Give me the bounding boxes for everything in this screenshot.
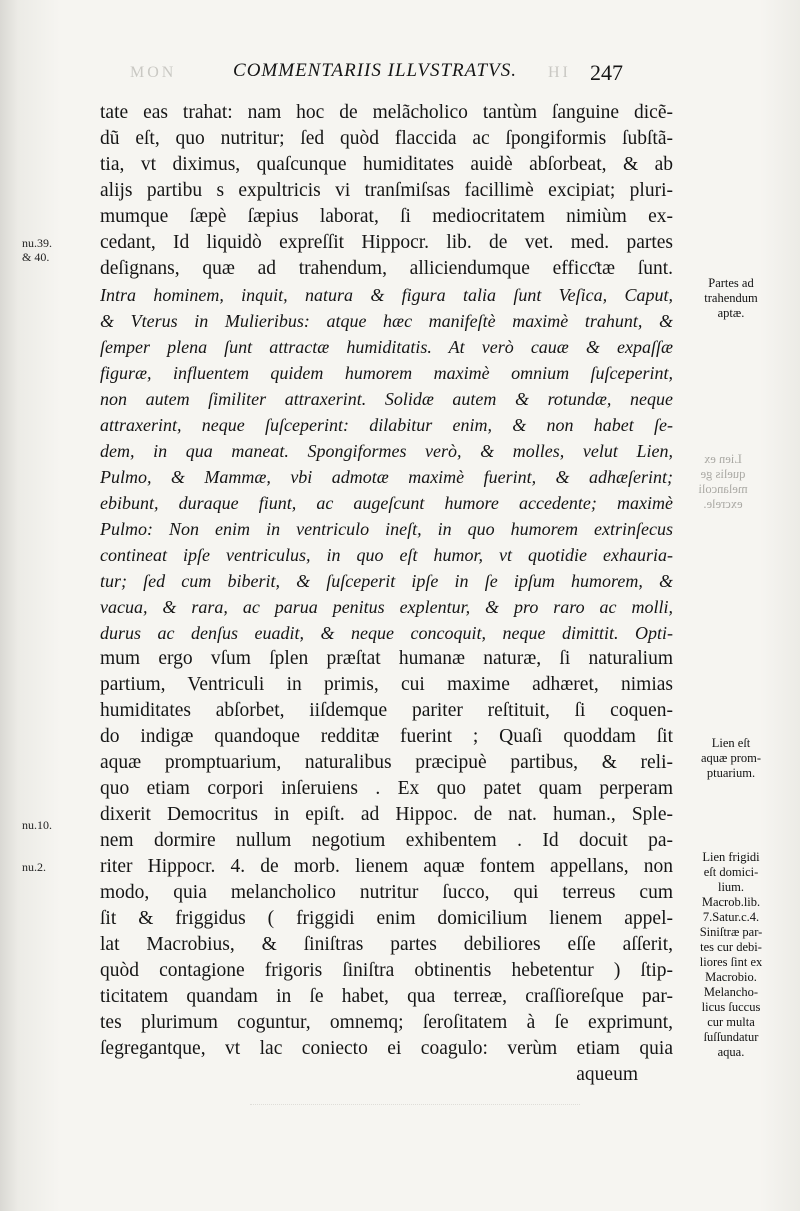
- text-line: alijs partibu s expultricis vi tranſmiſsas facillimè excipiat; pluri-: [100, 180, 673, 201]
- bleed-through-text: [678, 452, 768, 512]
- right-margin-note-line: aptæ.: [717, 306, 745, 320]
- text-line: aquæ promptuarium, naturalibus præcipuè partibus, & reli-: [100, 752, 673, 773]
- text-line: vacua, & rara, ac parua penitus explentur, & pro raro ac molli,: [100, 597, 673, 617]
- text-line: tur; ſed cum biberit, & ſuſceperit ipſe in ſe ipſum humorem, &: [100, 571, 673, 591]
- bleed-through-line: excrele.: [703, 497, 743, 511]
- right-margin-note-line: Lien eſt: [711, 736, 751, 750]
- right-margin-note-promptuarium: [683, 736, 779, 781]
- right-margin-note-line: licus ſuccus: [701, 1000, 761, 1014]
- right-margin-note-line: Melancho-: [703, 985, 759, 999]
- text-line: mumque ſæpè ſæpius laborat, ſi mediocritatem nimiùm ex-: [100, 206, 673, 227]
- bleed-through-header-left: MON: [130, 64, 177, 81]
- left-margin-note-3: [22, 860, 82, 874]
- text-line: non autem ſimiliter attraxerint. Solidæ autem & rotundæ, neque: [100, 389, 673, 409]
- text-line: mum ergo vſum ſplen præſtat humanæ naturæ, ſi naturalium: [100, 648, 673, 669]
- text-line: dũ eſt, quo nutritur; ſed quòd flaccida ac ſpongiformis ſubſtã-: [100, 128, 673, 149]
- text-line: & Vterus in Mulieribus: atque hæc manifeſtè maximè trahunt, &: [100, 311, 673, 331]
- text-line: ſemper plena ſunt attractæ humiditatis. At verò cauæ & expaſſæ: [100, 337, 673, 357]
- text-line: Intra hominem, inquit, natura & figura talia ſunt Veſica, Caput,: [100, 285, 673, 305]
- bleed-through-line: melancoli: [698, 482, 748, 496]
- left-margin-note-line: & 40.: [22, 250, 50, 264]
- right-margin-note-line: cur multa: [707, 1015, 755, 1029]
- right-margin-note-lien-frigidi: [683, 850, 779, 1060]
- right-margin-note-line: 7.Satur.c.4.: [702, 910, 760, 924]
- right-margin-note-line: Lien frigidi: [702, 850, 760, 864]
- text-line: dixerit Democritus in epiſt. ad Hippoc. de nat. human., Sple-: [100, 804, 673, 825]
- right-margin-note-line: ſuſſundatur: [703, 1030, 759, 1044]
- left-margin-note-line: nu.10.: [22, 818, 52, 832]
- text-line: tes plurimum coguntur, omnemq; ſeroſitatem à ſe exprimunt,: [100, 1012, 673, 1033]
- text-line: ſegregantque, vt lac coniecto ei coagulo: verùm etiam quia: [100, 1038, 673, 1059]
- right-margin-note-line: trahendum: [704, 291, 758, 305]
- text-line: cedant, Id liquidò expreſſit Hippocr. lib. de vet. med. partes: [100, 232, 673, 253]
- text-line: lat Macrobius, & ſiniſtras partes debiliores eſſe aſſerit,: [100, 934, 673, 955]
- running-header: COMMENTARIIS ILLVSTRATVS.: [233, 60, 517, 81]
- right-margin-note-line: tes cur debi-: [700, 940, 762, 954]
- text-line: riter Hippocr. 4. de morb. lienem aquæ fontem appellans, non: [100, 856, 673, 877]
- text-line: tate eas trahat: nam hoc de melãcholico tantùm ſanguine dicẽ-: [100, 102, 673, 123]
- right-margin-note-line: eſt domici-: [703, 865, 759, 879]
- text-line: humiditates abſorbet, iiſdemque pariter reſtituit, ſi coquen-: [100, 700, 673, 721]
- bleed-through-line: quelis ge: [700, 467, 746, 481]
- main-text-block: [100, 100, 673, 1088]
- right-margin-note-partes: [683, 276, 779, 321]
- left-margin-note-line: nu.39.: [22, 236, 52, 250]
- text-line: quòd contagione frigoris ſiniſtra obtinentis hebetentur ) ſtip-: [100, 960, 673, 981]
- right-margin-note-line: Macrobio.: [705, 970, 757, 984]
- text-line: contineat ipſe ventriculus, in quo eſt humor, vt quotidie exhauria-: [100, 545, 673, 565]
- right-margin-note-line: aquæ prom-: [700, 751, 762, 765]
- right-margin-note-line: Siniſtræ par-: [699, 925, 763, 939]
- text-line: partium, Ventriculi in primis, cui maxime adhæret, nimias: [100, 674, 673, 695]
- text-line: nem dormire nullum negotium exhibentem . Id docuit pa-: [100, 830, 673, 851]
- text-line: tia, vt diximus, quaſcunque humiditates auidè abſorbeat, & ab: [100, 154, 673, 175]
- text-line: figuræ, influentem quidem humorem maximè omnium ſuſceperint,: [100, 363, 673, 383]
- bleed-through-line: Lien ex: [704, 452, 742, 466]
- text-line: deſignans, quæ ad trahendum, alliciendumque efficƈtæ ſunt.: [100, 258, 673, 279]
- right-margin-note-line: Partes ad: [708, 276, 754, 290]
- text-line: ſit & friggidus ( friggidi enim domicilium lienem appel-: [100, 908, 673, 929]
- text-line: modo, quia melancholico nutritur ſucco, qui terreus cum: [100, 882, 673, 903]
- text-line: ticitatem quandam in ſe habet, qua terreæ, craſſioreſque par-: [100, 986, 673, 1007]
- bleed-through-smudge: [250, 1104, 580, 1115]
- text-line: durus ac denſus euadit, & neque concoquit, neque dimittit. Opti-: [100, 623, 673, 643]
- right-margin-note-line: Macrob.lib.: [701, 895, 761, 909]
- right-margin-note-line: lium.: [717, 880, 745, 894]
- catchword: aqueum: [576, 1064, 638, 1085]
- text-line: Pulmo: Non enim in ventriculo ineſt, in quo humorem extrinſecus: [100, 519, 673, 539]
- left-margin-note-2: [22, 818, 82, 832]
- right-margin-note-line: aqua.: [717, 1045, 745, 1059]
- right-margin-note-line: ptuarium.: [706, 766, 756, 780]
- bleed-through-header-right: HI: [548, 64, 571, 81]
- text-line: ebibunt, duraque fiunt, ac augeſcunt humore accedente; maximè: [100, 493, 673, 513]
- text-line: Pulmo, & Mammæ, vbi admotæ maximè fuerint, & adhæſerint;: [100, 467, 673, 487]
- text-line: quo etiam corpori inſeruiens . Ex quo patet quam perperam: [100, 778, 673, 799]
- left-margin-note-line: nu.2.: [22, 860, 46, 874]
- text-line: attraxerint, neque ſuſceperint: dilabitur enim, & non habet ſe-: [100, 415, 673, 435]
- text-line: do indigæ quandoque redditæ fuerint ; Quaſi quoddam ſit: [100, 726, 673, 747]
- left-margin-note-1: [22, 236, 82, 264]
- page-number: 247: [590, 60, 623, 85]
- text-line: dem, in qua maneat. Spongiformes verò, & molles, velut Lien,: [100, 441, 673, 461]
- right-margin-note-line: liores ſint ex: [699, 955, 763, 969]
